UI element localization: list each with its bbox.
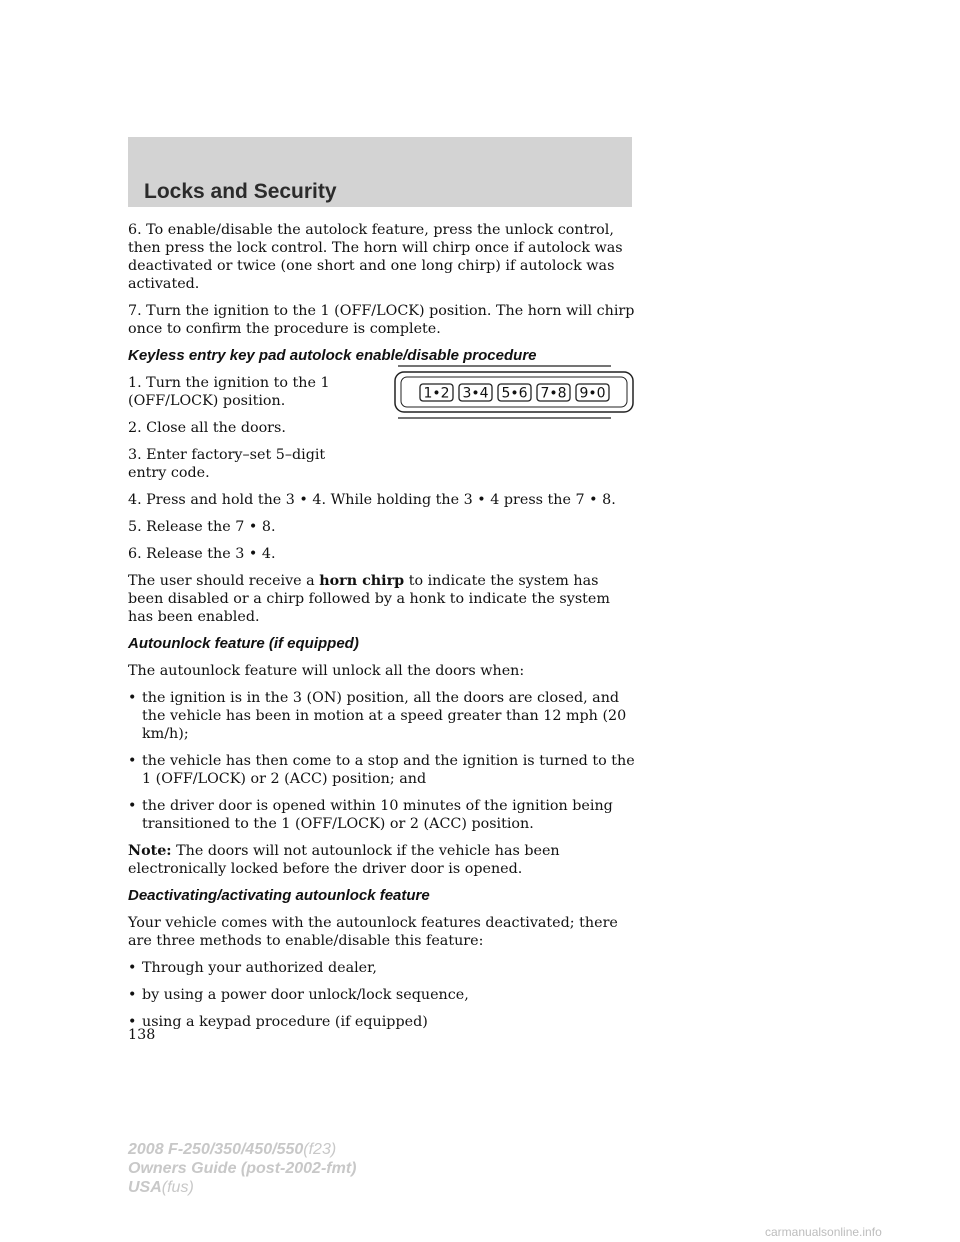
key-label: 7•8 <box>540 385 567 402</box>
list-item <box>128 797 638 833</box>
note-text: The doors will not autounlock if the vehicle has been electronically locked before the driver door is opened. <box>128 843 560 877</box>
key-label: 3•4 <box>462 385 489 402</box>
user-text-pre: The user should receive a <box>128 573 320 589</box>
list-item <box>128 986 638 1004</box>
list-item <box>128 959 638 977</box>
keyless-step-5: 5. Release the 7 • 8. <box>128 519 276 535</box>
watermark: carmanualsonline.info <box>765 1225 882 1239</box>
autounlock-heading: Autounlock feature (if equipped) <box>128 635 359 652</box>
step-6-paragraph: 6. To enable/disable the autolock feature, press the unlock control, then press the lock control. The horn will chirp once if autolock was deactivated or twice (one short and one long chirp) if autolock was activated. <box>128 222 623 292</box>
footer-line-2: Owners Guide (post-2002-fmt) <box>128 1160 357 1177</box>
bullet: • <box>128 753 137 769</box>
footer <box>128 1140 356 1197</box>
keyless-heading: Keyless entry key pad autolock enable/disable procedure <box>128 347 537 364</box>
horn-chirp-emphasis: horn chirp <box>319 573 405 589</box>
page-title: Locks and Security <box>144 180 337 203</box>
bullet: • <box>128 1014 137 1030</box>
footer-market: USA <box>128 1179 162 1196</box>
footer-model: 2008 F-250/350/450/550 <box>128 1141 304 1158</box>
list-item-text: the vehicle has then come to a stop and the ignition is turned to the 1 (OFF/LOCK) or 2 (ACC) position; and <box>142 753 635 787</box>
list-item <box>128 1013 638 1031</box>
keyless-step-1: 1. Turn the ignition to the 1 (OFF/LOCK) position. <box>128 375 330 409</box>
keyless-step-3: 3. Enter factory–set 5–digit entry code. <box>128 447 326 481</box>
list-item-text: using a keypad procedure (if equipped) <box>142 1014 428 1030</box>
bullet: • <box>128 960 137 976</box>
key-label: 9•0 <box>579 385 606 402</box>
footer-market-code: (fus) <box>161 1179 194 1196</box>
bullet: • <box>128 690 137 706</box>
bullet: • <box>128 798 137 814</box>
list-item-text: the ignition is in the 3 (ON) position, all the doors are closed, and the vehicle has been in motion at a speed greater than 12 mph (20 km/h); <box>142 690 627 742</box>
note-paragraph <box>128 842 638 878</box>
note-label: Note: <box>128 843 172 859</box>
bullet: • <box>128 987 137 1003</box>
footer-line-3 <box>128 1178 356 1197</box>
key-label: 1•2 <box>423 385 450 402</box>
keyless-step-2: 2. Close all the doors. <box>128 420 286 436</box>
list-item <box>128 689 638 743</box>
list-item <box>128 752 638 788</box>
user-text-post: to indicate the system has been disabled or a chirp followed by a honk to indicate the system has been enabled. <box>128 573 610 625</box>
deactivating-heading: Deactivating/activating autounlock feature <box>128 887 430 904</box>
footer-line-1 <box>128 1140 356 1159</box>
list-item-text: the driver door is opened within 10 minutes of the ignition being transitioned to the 1 (OFF/LOCK) or 2 (ACC) position. <box>142 798 613 832</box>
body-text <box>128 221 638 1040</box>
footer-model-code: (f23) <box>303 1141 337 1158</box>
autounlock-intro: The autounlock feature will unlock all the doors when: <box>128 663 525 679</box>
user-paragraph <box>128 572 638 626</box>
page-number: 138 <box>128 1027 156 1043</box>
key-label: 5•6 <box>501 385 528 402</box>
step-7-paragraph: 7. Turn the ignition to the 1 (OFF/LOCK) position. The horn will chirp once to confirm the procedure is complete. <box>128 303 635 337</box>
list-item-text: by using a power door unlock/lock sequence, <box>142 987 469 1003</box>
deactivating-intro: Your vehicle comes with the autounlock features deactivated; there are three methods to enable/disable this feature: <box>128 915 618 949</box>
list-item-text: Through your authorized dealer, <box>142 960 377 976</box>
keyless-step-4: 4. Press and hold the 3 • 4. While holding the 3 • 4 press the 7 • 8. <box>128 492 616 508</box>
header-band <box>128 137 632 207</box>
keyless-step-6: 6. Release the 3 • 4. <box>128 546 276 562</box>
